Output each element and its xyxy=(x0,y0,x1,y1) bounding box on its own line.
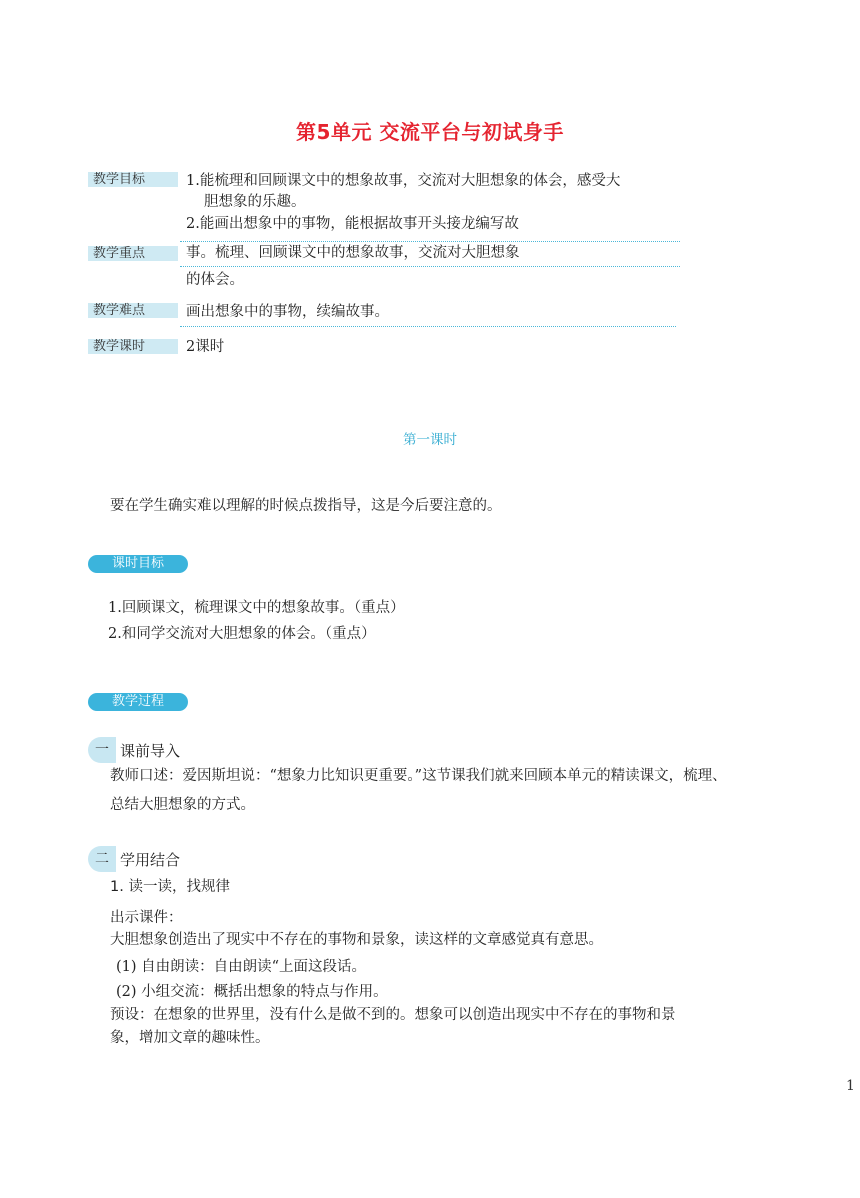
teaching-hours-text: 2课时 xyxy=(186,339,225,355)
teaching-key-line-2: 的体会。 xyxy=(186,272,244,288)
divider xyxy=(180,241,680,242)
divider xyxy=(180,326,676,327)
teaching-goal-line-2: 胆想象的乐趣。 xyxy=(204,194,306,210)
page-number: 1 xyxy=(846,1078,855,1094)
lesson-goal-pill: 课时目标 xyxy=(88,555,188,573)
teaching-goal-line-1: 1.能梳理和回顾课文中的想象故事，交流对大胆想象的体会，感受大 xyxy=(186,173,621,189)
section-number-badge: 二 xyxy=(88,846,116,872)
divider xyxy=(180,266,680,267)
section-title: 学用结合 xyxy=(120,851,181,869)
lesson-title: 第一课时 xyxy=(403,432,457,448)
paragraph-line: 预设：在想象的世界里，没有什么是做不到的。想象可以创造出现实中不存在的事物和景 xyxy=(110,1007,676,1023)
paragraph-line: 象，增加文章的趣味性。 xyxy=(110,1030,270,1046)
teaching-hours-label: 教学课时 xyxy=(88,339,178,354)
teaching-goal-line-3: 2.能画出想象中的事物，能根据故事开头接龙编写故 xyxy=(186,216,519,232)
lesson-goal-item: 2.和同学交流对大胆想象的体会。（重点） xyxy=(108,626,376,642)
teaching-difficulty-text: 画出想象中的事物，续编故事。 xyxy=(186,304,389,320)
teaching-key-label: 教学重点 xyxy=(88,246,178,261)
paragraph-line: (1) 自由朗读：自由朗读“上面这段话。 xyxy=(116,959,367,975)
teaching-process-pill: 教学过程 xyxy=(88,693,188,711)
lesson-goal-item: 1.回顾课文，梳理课文中的想象故事。（重点） xyxy=(108,600,405,616)
page-title: 第5单元 交流平台与初试身手 xyxy=(296,120,564,144)
paragraph-line: 出示课件： xyxy=(110,910,183,926)
teaching-key-line-1: 事。梳理、回顾课文中的想象故事，交流对大胆想象 xyxy=(186,245,520,261)
teaching-difficulty-label: 教学难点 xyxy=(88,303,178,318)
subsection-title: 1. 读一读，找规律 xyxy=(110,879,230,895)
section-title: 课前导入 xyxy=(120,742,181,760)
section-number-badge: 一 xyxy=(88,737,116,763)
paragraph-line: 教师口述：爱因斯坦说：“想象力比知识更重要。”这节课我们就来回顾本单元的精读课文，梳理、 xyxy=(110,768,727,784)
teacher-note: 要在学生确实难以理解的时候点拨指导，这是今后要注意的。 xyxy=(110,498,502,514)
paragraph-line: (2) 小组交流：概括出想象的特点与作用。 xyxy=(116,984,388,1000)
paragraph-line: 总结大胆想象的方式。 xyxy=(110,797,255,813)
paragraph-line: 大胆想象创造出了现实中不存在的事物和景象，读这样的文章感觉真有意思。 xyxy=(110,932,603,948)
teaching-goal-label: 教学目标 xyxy=(88,172,178,187)
